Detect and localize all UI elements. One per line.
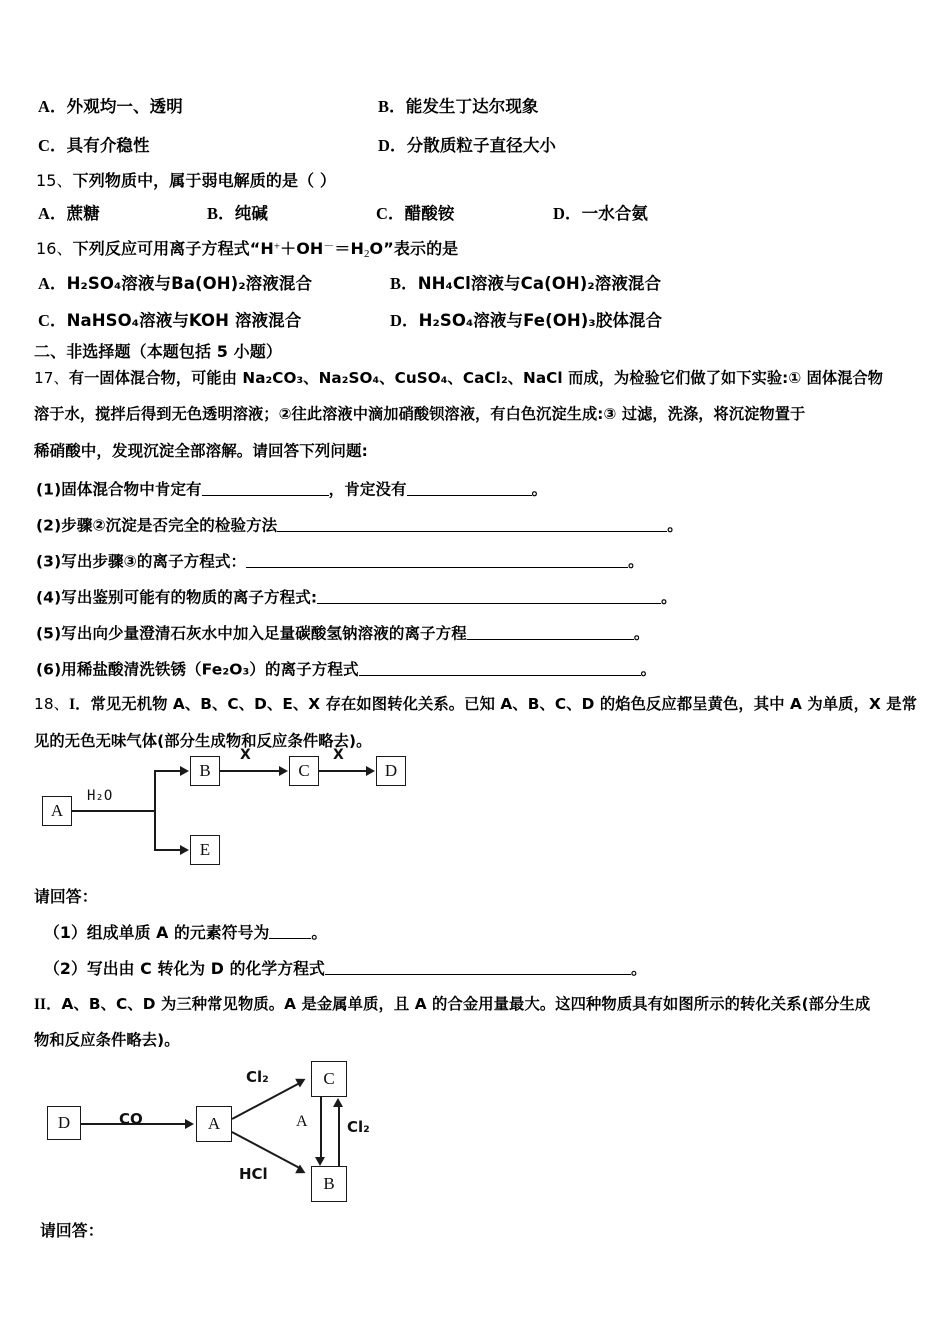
q17-sub2-pre: (2)步骤②沉淀是否完全的检验方法 bbox=[36, 516, 278, 535]
q17-sub6-blank[interactable] bbox=[359, 660, 641, 676]
q17-sub3-pre: (3)写出步骤③的离子方程式： bbox=[36, 552, 247, 571]
q17-line3: 稀硝酸中，发现沉淀全部溶解。请回答下列问题: bbox=[34, 442, 368, 460]
diagram2-label-hcl: HCl bbox=[239, 1165, 268, 1183]
q15-option-d-label: D． bbox=[553, 204, 582, 223]
q17-sub3 bbox=[36, 552, 644, 571]
q15-option-c bbox=[376, 205, 454, 223]
q17-sub4 bbox=[36, 588, 677, 607]
q16-sub-2: 2 bbox=[364, 248, 370, 261]
q17-sub3-post: 。 bbox=[628, 552, 644, 571]
q17-sub1-blank-2[interactable] bbox=[407, 480, 532, 496]
diagram1-node-d: D bbox=[376, 756, 406, 786]
q16-option-a bbox=[38, 275, 312, 293]
q16-stem-pre: 下列反应可用离子方程式“H bbox=[72, 239, 274, 258]
q17-sub5-pre: (5)写出向少量澄清石灰水中加入足量碳酸氢钠溶液的离子方程 bbox=[36, 624, 467, 643]
q15-number: 15、 bbox=[36, 171, 73, 190]
diagram1-label-h2o: H₂O bbox=[87, 788, 113, 804]
diagram2-node-b: B bbox=[311, 1166, 347, 1202]
q17-sub5 bbox=[36, 624, 649, 643]
q16-stem bbox=[36, 240, 458, 261]
q17-sub4-blank[interactable] bbox=[317, 588, 661, 604]
q17-sub3-blank[interactable] bbox=[246, 552, 628, 568]
diagram1-edge-c-d bbox=[319, 770, 367, 772]
q18-p1-q2-text: （2）写出由 C 转化为 D 的化学方程式 bbox=[44, 959, 325, 978]
diagram2-label-cl2-bc: Cl₂ bbox=[347, 1118, 370, 1136]
q16-option-c-text: NaHSO₄溶液与KOH 溶液混合 bbox=[66, 311, 302, 330]
q17-number: 17、 bbox=[34, 369, 69, 387]
q18-answer-prompt-2: 请回答： bbox=[40, 1221, 104, 1240]
diagram1-edge-to-e bbox=[154, 849, 181, 851]
q15-option-b-text: 纯碱 bbox=[234, 204, 268, 223]
q18-part2-marker: II． bbox=[34, 996, 62, 1013]
q16-option-c-label: C． bbox=[38, 311, 67, 330]
diagram2-arrow-b-c-icon bbox=[333, 1098, 343, 1107]
q16-option-b-text: NH₄Cl溶液与Ca(OH)₂溶液混合 bbox=[417, 274, 662, 293]
q18-part2-line2: 物和反应条件略去)。 bbox=[34, 1031, 180, 1049]
q16-option-a-text: H₂SO₄溶液与Ba(OH)₂溶液混合 bbox=[66, 274, 313, 293]
q17-line1 bbox=[34, 370, 883, 388]
q17-sub6 bbox=[36, 660, 656, 679]
diagram2-arrow-d-a-icon bbox=[185, 1119, 194, 1129]
q18-answer-prompt-1: 请回答： bbox=[34, 887, 98, 906]
diagram1-edge-junction bbox=[154, 771, 156, 851]
q16-option-d bbox=[390, 312, 662, 330]
section2-heading: 二、非选择题（本题包括 5 小题） bbox=[34, 342, 282, 361]
q14-option-a-label: A． bbox=[38, 97, 67, 116]
q15-option-b-label: B． bbox=[207, 204, 235, 223]
q17-line1-text: 有一固体混合物，可能由 Na₂CO₃、Na₂SO₄、CuSO₄、CaCl₂、NaCl 而成，为检验它们做了如下实验:① 固体混合物 bbox=[68, 369, 884, 387]
q17-sub2 bbox=[36, 516, 683, 535]
q17-sub4-pre: (4)写出鉴别可能有的物质的离子方程式: bbox=[36, 588, 318, 607]
q14-option-b-label: B． bbox=[378, 97, 406, 116]
q16-option-d-label: D． bbox=[390, 311, 419, 330]
q17-sub6-post: 。 bbox=[640, 660, 657, 679]
q18-part1-marker: I． bbox=[69, 696, 91, 713]
q15-option-a bbox=[38, 205, 100, 223]
q15-option-b bbox=[207, 205, 268, 223]
q17-sub4-post: 。 bbox=[661, 588, 677, 607]
q15-option-d-text: 一水合氨 bbox=[581, 204, 649, 223]
q17-sub2-blank[interactable] bbox=[277, 516, 667, 532]
q14-option-a bbox=[38, 98, 183, 116]
diagram1-label-x-bc: X bbox=[240, 747, 251, 763]
diagram2-label-cl2-ac: Cl₂ bbox=[246, 1068, 269, 1086]
diagram2-node-c: C bbox=[311, 1061, 347, 1097]
q15-option-a-text: 蔗糖 bbox=[66, 204, 100, 223]
q18-p1-q1-blank[interactable] bbox=[269, 923, 311, 939]
q18-p1-q2-post: 。 bbox=[630, 959, 647, 978]
q14-option-d-label: D． bbox=[378, 136, 407, 155]
q16-option-a-label: A． bbox=[38, 274, 67, 293]
q18-part1-line1 bbox=[34, 696, 917, 714]
q16-sup-plus: + bbox=[273, 240, 281, 253]
q17-sub6-pre: (6)用稀盐酸清洗铁锈（Fe₂O₃）的离子方程式 bbox=[36, 660, 359, 679]
q16-number: 16、 bbox=[36, 239, 73, 258]
q14-option-d bbox=[378, 137, 556, 155]
diagram1-edge-b-c bbox=[220, 770, 280, 772]
diagram1-edge-to-b bbox=[154, 770, 181, 772]
q14-option-d-text: 分散质粒子直径大小 bbox=[406, 136, 557, 155]
q17-sub1-mid: ，肯定没有 bbox=[328, 480, 407, 499]
diagram1-label-x-cd: X bbox=[333, 747, 344, 763]
q14-option-c bbox=[38, 137, 150, 155]
q18-number: 18、 bbox=[34, 695, 70, 713]
q18-p1-q2-blank[interactable] bbox=[325, 959, 631, 975]
q18-part1-line2: 见的无色无味气体(部分生成物和反应条件略去)。 bbox=[34, 732, 372, 750]
q16-option-d-text: H₂SO₄溶液与Fe(OH)₃胶体混合 bbox=[418, 311, 663, 330]
q15-option-a-label: A． bbox=[38, 204, 67, 223]
q15-stem bbox=[36, 172, 336, 191]
q17-sub1 bbox=[36, 480, 547, 499]
q14-option-b bbox=[378, 98, 539, 116]
diagram1-node-b: B bbox=[190, 756, 220, 786]
diagram2-node-a: A bbox=[196, 1106, 232, 1142]
diagram2-arrow-a-c-icon bbox=[295, 1074, 308, 1087]
q17-sub5-blank[interactable] bbox=[467, 624, 634, 640]
q18-part2-line1-text: A、B、C、D 为三种常见物质。A 是金属单质，且 A 的合金用量最大。这四种物质具有如图所示的转化关系(部分生成 bbox=[61, 995, 871, 1013]
q15-option-d bbox=[553, 205, 648, 223]
q15-option-c-label: C． bbox=[376, 204, 405, 223]
q14-option-c-label: C． bbox=[38, 136, 67, 155]
q14-option-c-text: 具有介稳性 bbox=[66, 136, 150, 155]
q17-sub1-blank-1[interactable] bbox=[202, 480, 329, 496]
diagram2-arrow-c-b-icon bbox=[315, 1157, 325, 1166]
q17-sub5-post: 。 bbox=[633, 624, 650, 643]
q14-option-a-text: 外观均一、透明 bbox=[66, 97, 183, 116]
diagram1-node-a: A bbox=[42, 796, 72, 826]
q14-option-b-text: 能发生丁达尔现象 bbox=[405, 97, 539, 116]
diagram1-node-c: C bbox=[289, 756, 319, 786]
q18-part2-line1 bbox=[34, 996, 870, 1014]
q17-sub1-pre: (1)固体混合物中肯定有 bbox=[36, 480, 202, 499]
diagram2-edge-a-c bbox=[232, 1081, 302, 1119]
q17-sub2-post: 。 bbox=[667, 516, 683, 535]
diagram2-label-co: CO bbox=[119, 1110, 143, 1128]
diagram1-arrow-to-e-icon bbox=[180, 845, 189, 855]
diagram2-edge-c-b bbox=[320, 1097, 322, 1159]
q17-sub1-post: 。 bbox=[531, 480, 548, 499]
diagram2-label-a-cb: A bbox=[296, 1113, 308, 1130]
q18-p1-q1 bbox=[44, 923, 327, 942]
q16-stem-post: O”表示的是 bbox=[369, 239, 459, 258]
diagram2-edge-a-b bbox=[232, 1131, 302, 1169]
diagram1-arrow-to-b-icon bbox=[180, 766, 189, 776]
diagram1-edge-a-trunk bbox=[72, 810, 155, 812]
diagram1-arrow-c-d-icon bbox=[366, 766, 375, 776]
q16-option-b bbox=[390, 275, 661, 293]
q16-stem-mid1: ＋OH bbox=[280, 239, 324, 258]
q16-stem-mid2: ＝H bbox=[334, 239, 364, 258]
diagram1-node-e: E bbox=[190, 835, 220, 865]
diagram2-edge-b-c bbox=[338, 1105, 340, 1167]
q18-p1-q1-text: （1）组成单质 A 的元素符号为 bbox=[44, 923, 270, 942]
q16-option-b-label: B． bbox=[390, 274, 418, 293]
diagram1-arrow-b-c-icon bbox=[279, 766, 288, 776]
q15-option-c-text: 醋酸铵 bbox=[404, 204, 455, 223]
diagram2-node-d: D bbox=[47, 1106, 81, 1140]
q18-p1-q1-post: 。 bbox=[311, 923, 328, 942]
q16-option-c bbox=[38, 312, 301, 330]
q16-sup-minus: － bbox=[323, 240, 335, 253]
q15-stem-text: 下列物质中，属于弱电解质的是（ ） bbox=[72, 171, 336, 190]
q17-line2: 溶于水，搅拌后得到无色透明溶液；②往此溶液中滴加硝酸钡溶液，有白色沉淀生成:③ 过滤，洗涤，将沉淀物置于 bbox=[34, 405, 806, 423]
q18-part1-line1-text: 常见无机物 A、B、C、D、E、X 存在如图转化关系。已知 A、B、C、D 的焰色反应都呈黄色，其中 A 为单质，X 是常 bbox=[90, 695, 918, 713]
q18-p1-q2 bbox=[44, 959, 647, 978]
